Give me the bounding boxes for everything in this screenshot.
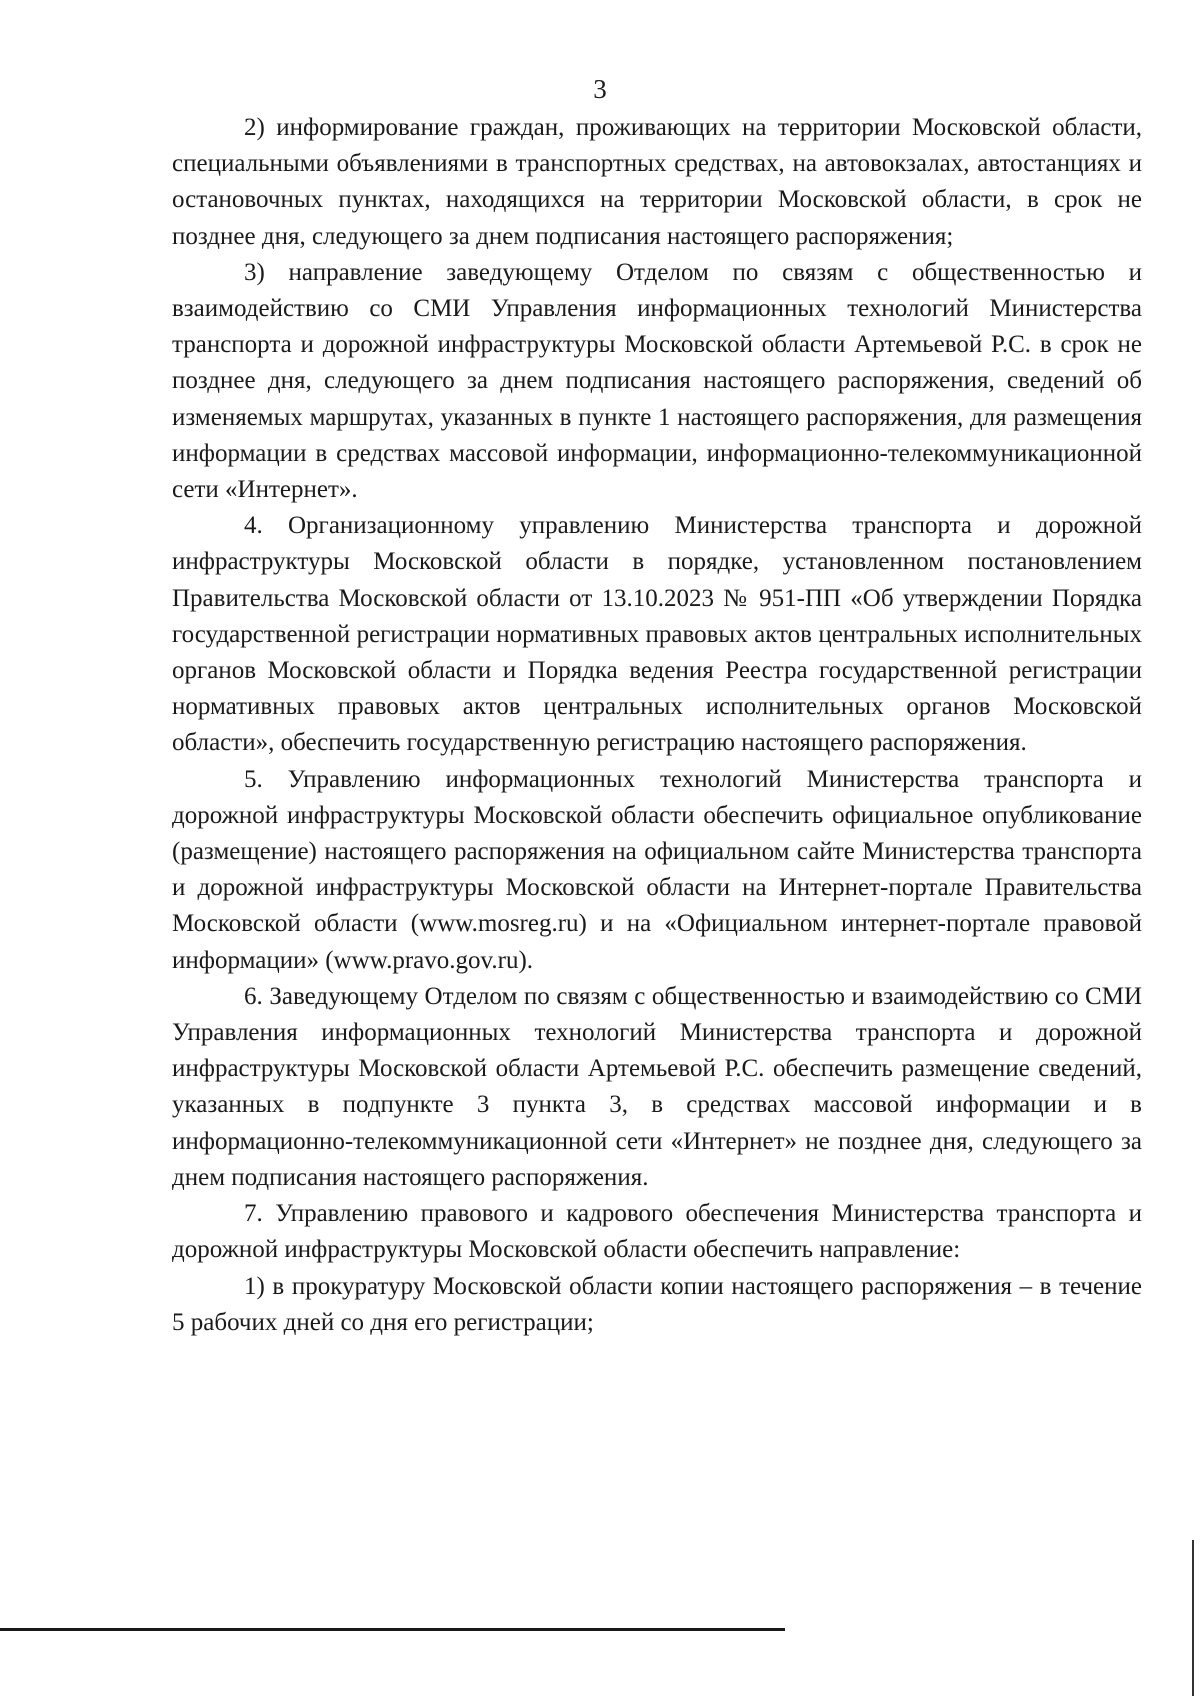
paragraph-7-item-1-prosecutor: 1) в прокуратуру Московской области копии настоящего распоряжения – в течение 5 рабочих дней со дня его регистрации; xyxy=(172,1272,1142,1336)
paragraph-4-registration: 4. Организационному управлению Министерства транспорта и дорожной инфраструктуры Московской области в порядке, установленном постановлением Правительства Московской области от 13.10.2023 № 951-ПП «Об утверждении Порядка государственной регистрации нормативных правовых актов центральных исполнительных органов Московской области и Порядка ведения Реестра государственной регистрации нормативных правовых актов центральных исполнительных органов Московской области», обеспечить государственную регистрацию настоящего распоряжения. xyxy=(172,512,1142,757)
paragraph-item-3-sending-info: 3) направление заведующему Отделом по связям с общественностью и взаимодействию со СМИ Управления информационных технологий Министерства транспорта и дорожной инфраструктуры Московской области Артемьевой Р.С. в срок не позднее дня, следующего за днем подписания настоящего распоряжения, сведений об изменяемых маршрутах, указанных в пункте 1 настоящего распоряжения, для размещения информации в средствах массовой информации, информационно-телекоммуникационной сети «Интернет». xyxy=(172,258,1142,504)
paragraph-7-legal-department: 7. Управлению правового и кадрового обеспечения Министерства транспорта и дорожной инфраструктуры Московской области обеспечить направление: xyxy=(172,1200,1142,1264)
paragraph-item-2-informing: 2) информирование граждан, проживающих на территории Московской области, специальными объявлениями в транспортных средствах, на автовокзалах, автостанциях и остановочных пунктах, находящихся на территории Московской области, в срок не позднее дня, следующего за днем подписания настоящего распоряжения; xyxy=(172,114,1142,250)
document-body xyxy=(172,110,1142,1341)
scan-bottom-rule xyxy=(0,1628,785,1631)
paragraph-5-publication: 5. Управлению информационных технологий Министерства транспорта и дорожной инфраструктуры Московской области обеспечить официальное опубликование (размещение) настоящего распоряжения на официальном сайте Министерства транспорта и дорожной инфраструктуры Московской области на Интернет-портале Правительства Московской области (www.mosreg.ru) и на «Официальном интернет-портале правовой информации» (www.pravo.gov.ru). xyxy=(172,765,1142,974)
paragraph-6-media-placement: 6. Заведующему Отделом по связям с общественностью и взаимодействию со СМИ Управления информационных технологий Министерства транспорта и дорожной инфраструктуры Московской области Артемьевой Р.С. обеспечить размещение сведений, указанных в подпункте 3 пункта 3, в средствах массовой информации и в информационно-телекоммуникационной сети «Интернет» не позднее дня, следующего за днем подписания настоящего распоряжения. xyxy=(172,982,1142,1191)
page-number: 3 xyxy=(593,74,607,104)
scan-right-edge xyxy=(1192,1540,1194,1696)
